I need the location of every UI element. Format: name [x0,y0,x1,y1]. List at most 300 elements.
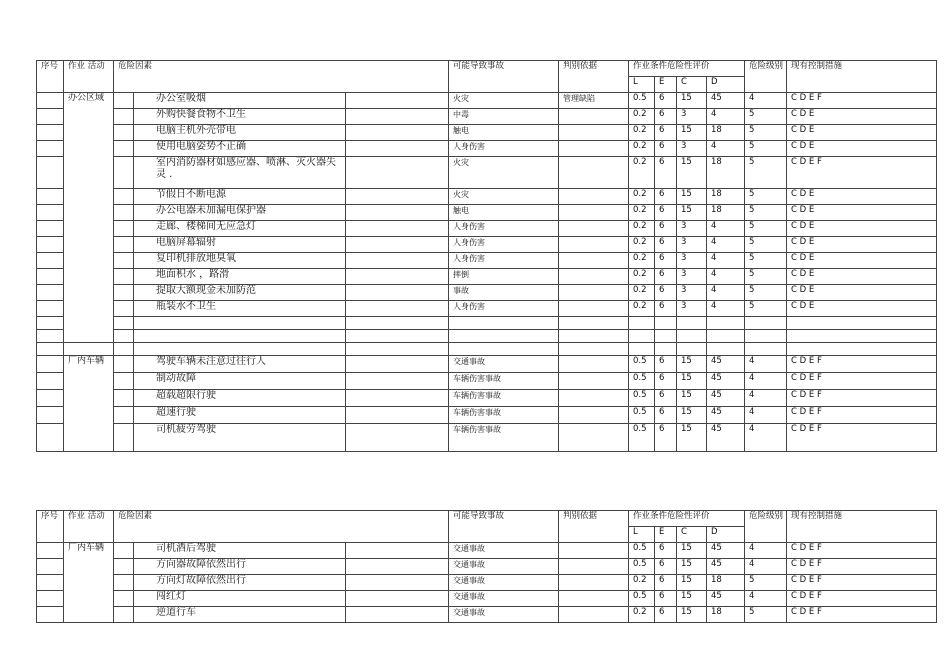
d-value: 4 [707,301,745,317]
c-value: 3 [677,285,707,301]
header-measures: 现有控制措施 [787,61,937,93]
empty-cell [559,343,629,356]
accident-cell: 火灾 [449,189,559,205]
level-value: 5 [745,301,787,317]
e-value: 6 [655,407,677,424]
table-row [37,317,937,330]
empty-cell [629,343,655,356]
c-value: 15 [677,356,707,373]
c-value: 3 [677,237,707,253]
l-value: 0.2 [629,157,655,189]
empty-cell [787,343,937,356]
table-row [37,93,937,109]
l-value: 0.5 [629,559,655,575]
accident-cell: 交通事故 [449,356,559,373]
basis-cell [559,591,629,607]
empty-cell [707,317,745,330]
table-row [37,607,937,623]
e-value: 6 [655,141,677,157]
header-activity: 作业 活动 [64,61,114,93]
measures-value: C D E [787,205,937,221]
empty-cell [114,343,134,356]
header-eval: 作业条件危险性评价 [629,511,745,527]
d-value: 45 [707,407,745,424]
l-value: 0.5 [629,591,655,607]
basis-cell [559,221,629,237]
basis-cell: 管理缺陷 [559,93,629,109]
c-value: 15 [677,205,707,221]
accident-cell: 触电 [449,205,559,221]
empty-cell [787,317,937,330]
header-seq: 序号 [37,511,64,543]
level-value: 4 [745,424,787,452]
table-row [37,157,937,189]
level-value: 4 [745,407,787,424]
indent-cell [114,559,134,575]
table-row [37,205,937,221]
hazard-cell: 地面积水 ，路滑 [134,269,346,285]
hazard-spare-cell [346,591,449,607]
empty-cell [37,343,64,356]
basis-cell [559,407,629,424]
basis-cell [559,607,629,623]
hazard-cell: 复印机排放地臭氧 [134,253,346,269]
header-l: L [629,527,655,543]
level-value: 5 [745,221,787,237]
seq-cell [37,373,64,390]
accident-cell: 火灾 [449,157,559,189]
measures-value: C D E F [787,93,937,109]
hazard-cell: 瓶装水不卫生 [134,301,346,317]
d-value: 4 [707,253,745,269]
accident-cell: 人身伤害 [449,237,559,253]
risk-table-2 [36,510,937,623]
seq-cell [37,543,64,559]
hazard-spare-cell [346,390,449,407]
header-hazard: 危险因素 [114,511,449,543]
header-basis: 判别依据 [559,511,629,543]
empty-cell [677,343,707,356]
header-accident: 可能导致事故 [449,61,559,93]
basis-cell [559,109,629,125]
d-value: 45 [707,390,745,407]
c-value: 15 [677,157,707,189]
hazard-spare-cell [346,301,449,317]
d-value: 45 [707,591,745,607]
indent-cell [114,125,134,141]
measures-value: C D E F [787,407,937,424]
empty-cell [745,330,787,343]
empty-cell [745,317,787,330]
hazard-cell: 办公电器未加漏电保护器 [134,205,346,221]
e-value: 6 [655,559,677,575]
e-value: 6 [655,373,677,390]
basis-cell [559,189,629,205]
c-value: 3 [677,109,707,125]
e-value: 6 [655,269,677,285]
empty-cell [134,343,346,356]
l-value: 0.2 [629,189,655,205]
indent-cell [114,543,134,559]
e-value: 6 [655,301,677,317]
indent-cell [114,269,134,285]
table-row [37,373,937,390]
header-measures: 现有控制措施 [787,511,937,543]
basis-cell [559,356,629,373]
hazard-spare-cell [346,141,449,157]
d-value: 45 [707,356,745,373]
seq-cell [37,390,64,407]
indent-cell [114,157,134,189]
hazard-cell: 超载超限行驶 [134,390,346,407]
l-value: 0.2 [629,125,655,141]
l-value: 0.2 [629,269,655,285]
c-value: 15 [677,189,707,205]
indent-cell [114,237,134,253]
l-value: 0.2 [629,285,655,301]
accident-cell: 交通事故 [449,559,559,575]
hazard-spare-cell [346,373,449,390]
c-value: 3 [677,269,707,285]
seq-cell [37,141,64,157]
table-row [37,125,937,141]
l-value: 0.5 [629,407,655,424]
c-value: 15 [677,93,707,109]
header-level: 危险级别 [745,61,787,93]
indent-cell [114,373,134,390]
accident-cell: 人身伤害 [449,301,559,317]
hazard-spare-cell [346,285,449,301]
hazard-cell: 逆道行车 [134,607,346,623]
header-l: L [629,77,655,93]
indent-cell [114,109,134,125]
d-value: 45 [707,424,745,452]
basis-cell [559,575,629,591]
activity-office: 办公区域 [64,93,114,343]
empty-cell [629,330,655,343]
indent-cell [114,424,134,452]
measures-value: C D E F [787,591,937,607]
level-value: 5 [745,575,787,591]
accident-cell: 事故 [449,285,559,301]
e-value: 6 [655,189,677,205]
d-value: 4 [707,237,745,253]
c-value: 15 [677,407,707,424]
level-value: 4 [745,543,787,559]
table-row [37,407,937,424]
e-value: 6 [655,205,677,221]
e-value: 6 [655,607,677,623]
seq-cell [37,356,64,373]
indent-cell [114,575,134,591]
header-e: E [655,77,677,93]
hazard-spare-cell [346,125,449,141]
indent-cell [114,390,134,407]
measures-value: C D E F [787,575,937,591]
accident-cell: 中毒 [449,109,559,125]
level-value: 4 [745,356,787,373]
indent-cell [114,285,134,301]
measures-value: C D E [787,237,937,253]
empty-cell [114,330,134,343]
l-value: 0.2 [629,237,655,253]
e-value: 6 [655,390,677,407]
measures-value: C D E [787,269,937,285]
empty-cell [346,317,449,330]
seq-cell [37,93,64,109]
accident-cell: 摔倒 [449,269,559,285]
empty-cell [346,330,449,343]
header-c: C [677,527,707,543]
table-row [37,559,937,575]
indent-cell [114,356,134,373]
seq-cell [37,424,64,452]
basis-cell [559,237,629,253]
d-value: 4 [707,285,745,301]
accident-cell: 人身伤害 [449,141,559,157]
header-eval: 作业条件危险性评价 [629,61,745,77]
indent-cell [114,141,134,157]
table-row [37,543,937,559]
indent-cell [114,189,134,205]
accident-cell: 人身伤害 [449,253,559,269]
indent-cell [114,221,134,237]
l-value: 0.2 [629,575,655,591]
hazard-cell: 办公室吸烟 [134,93,346,109]
c-value: 3 [677,221,707,237]
empty-cell [37,330,64,343]
l-value: 0.2 [629,607,655,623]
hazard-cell: 使用电脑姿势不正确 [134,141,346,157]
hazard-spare-cell [346,109,449,125]
hazard-cell: 闯红灯 [134,591,346,607]
empty-cell [346,343,449,356]
empty-cell [559,317,629,330]
empty-cell [745,343,787,356]
seq-cell [37,301,64,317]
accident-cell: 车辆伤害事故 [449,390,559,407]
hazard-cell: 走廊、楼梯间无应急灯 [134,221,346,237]
measures-value: C D E F [787,607,937,623]
seq-cell [37,125,64,141]
level-value: 5 [745,607,787,623]
hazard-cell: 司机疲劳驾驶 [134,424,346,452]
hazard-spare-cell [346,189,449,205]
level-value: 5 [745,109,787,125]
hazard-spare-cell [346,205,449,221]
empty-cell [655,317,677,330]
c-value: 3 [677,301,707,317]
level-value: 5 [745,205,787,221]
empty-cell [559,330,629,343]
level-value: 5 [745,269,787,285]
hazard-spare-cell [346,269,449,285]
e-value: 6 [655,253,677,269]
header-level: 危险级别 [745,511,787,543]
c-value: 15 [677,607,707,623]
table-row [37,285,937,301]
empty-cell [655,343,677,356]
empty-cell [787,330,937,343]
d-value: 18 [707,157,745,189]
seq-cell [37,591,64,607]
level-value: 4 [745,93,787,109]
measures-value: C D E F [787,356,937,373]
header-hazard: 危险因素 [114,61,449,93]
measures-value: C D E [787,285,937,301]
e-value: 6 [655,157,677,189]
basis-cell [559,559,629,575]
hazard-spare-cell [346,407,449,424]
empty-cell [707,343,745,356]
table-row [37,356,937,373]
basis-cell [559,390,629,407]
table-row [37,424,937,452]
hazard-cell: 超速行驶 [134,407,346,424]
table-row [37,591,937,607]
measures-value: C D E F [787,424,937,452]
level-value: 5 [745,141,787,157]
seq-cell [37,189,64,205]
e-value: 6 [655,591,677,607]
d-value: 4 [707,269,745,285]
seq-cell [37,575,64,591]
d-value: 18 [707,125,745,141]
activity-vehicle: 厂内车辆 [64,543,114,623]
e-value: 6 [655,356,677,373]
empty-cell [134,330,346,343]
e-value: 6 [655,543,677,559]
hazard-spare-cell [346,157,449,189]
indent-cell [114,93,134,109]
accident-cell: 触电 [449,125,559,141]
indent-cell [114,607,134,623]
empty-cell [629,317,655,330]
l-value: 0.5 [629,390,655,407]
l-value: 0.5 [629,543,655,559]
seq-cell [37,253,64,269]
l-value: 0.2 [629,253,655,269]
empty-cell [707,330,745,343]
d-value: 18 [707,189,745,205]
empty-cell [64,343,114,356]
e-value: 6 [655,424,677,452]
accident-cell: 交通事故 [449,607,559,623]
c-value: 3 [677,253,707,269]
hazard-cell: 室内消防器材如感应器、喷淋、灭火器失灵 . [134,157,346,189]
measures-value: C D E F [787,390,937,407]
header-e: E [655,527,677,543]
l-value: 0.5 [629,356,655,373]
basis-cell [559,424,629,452]
indent-cell [114,407,134,424]
d-value: 45 [707,559,745,575]
measures-value: C D E [787,301,937,317]
d-value: 18 [707,607,745,623]
e-value: 6 [655,575,677,591]
hazard-cell: 方向器故障依然出行 [134,559,346,575]
l-value: 0.5 [629,424,655,452]
hazard-spare-cell [346,93,449,109]
l-value: 0.5 [629,93,655,109]
measures-value: C D E [787,221,937,237]
basis-cell [559,543,629,559]
hazard-cell: 制动故障 [134,373,346,390]
basis-cell [559,373,629,390]
indent-cell [114,301,134,317]
c-value: 15 [677,390,707,407]
hazard-spare-cell [346,221,449,237]
hazard-spare-cell [346,424,449,452]
empty-cell [134,317,346,330]
seq-cell [37,157,64,189]
measures-value: C D E [787,141,937,157]
level-value: 4 [745,559,787,575]
l-value: 0.2 [629,141,655,157]
accident-cell: 交通事故 [449,591,559,607]
c-value: 15 [677,559,707,575]
measures-value: C D E F [787,373,937,390]
hazard-cell: 节假日不断电源 [134,189,346,205]
empty-cell [114,317,134,330]
table-row [37,330,937,343]
accident-cell: 交通事故 [449,543,559,559]
measures-value: C D E [787,125,937,141]
level-value: 5 [745,125,787,141]
seq-cell [37,237,64,253]
d-value: 45 [707,543,745,559]
l-value: 0.2 [629,301,655,317]
measures-value: C D E [787,189,937,205]
measures-value: C D E F [787,543,937,559]
hazard-spare-cell [346,559,449,575]
risk-table-1 [36,60,937,452]
d-value: 4 [707,141,745,157]
seq-cell [37,205,64,221]
measures-value: C D E F [787,559,937,575]
accident-cell: 火灾 [449,93,559,109]
c-value: 15 [677,591,707,607]
l-value: 0.2 [629,205,655,221]
header-d: D [707,527,745,543]
table-row [37,253,937,269]
header-c: C [677,77,707,93]
hazard-cell: 司机酒后驾驶 [134,543,346,559]
empty-cell [677,317,707,330]
e-value: 6 [655,285,677,301]
accident-cell: 交通事故 [449,575,559,591]
d-value: 4 [707,221,745,237]
hazard-spare-cell [346,607,449,623]
level-value: 4 [745,390,787,407]
c-value: 15 [677,125,707,141]
level-value: 4 [745,591,787,607]
e-value: 6 [655,221,677,237]
e-value: 6 [655,93,677,109]
level-value: 5 [745,253,787,269]
l-value: 0.2 [629,109,655,125]
hazard-cell: 电脑屏幕辐射 [134,237,346,253]
l-value: 0.5 [629,373,655,390]
measures-value: C D E F [787,157,937,189]
c-value: 15 [677,575,707,591]
indent-cell [114,205,134,221]
e-value: 6 [655,237,677,253]
table-row [37,141,937,157]
risk-table-1-body [37,61,937,452]
empty-cell [449,330,559,343]
c-value: 15 [677,543,707,559]
